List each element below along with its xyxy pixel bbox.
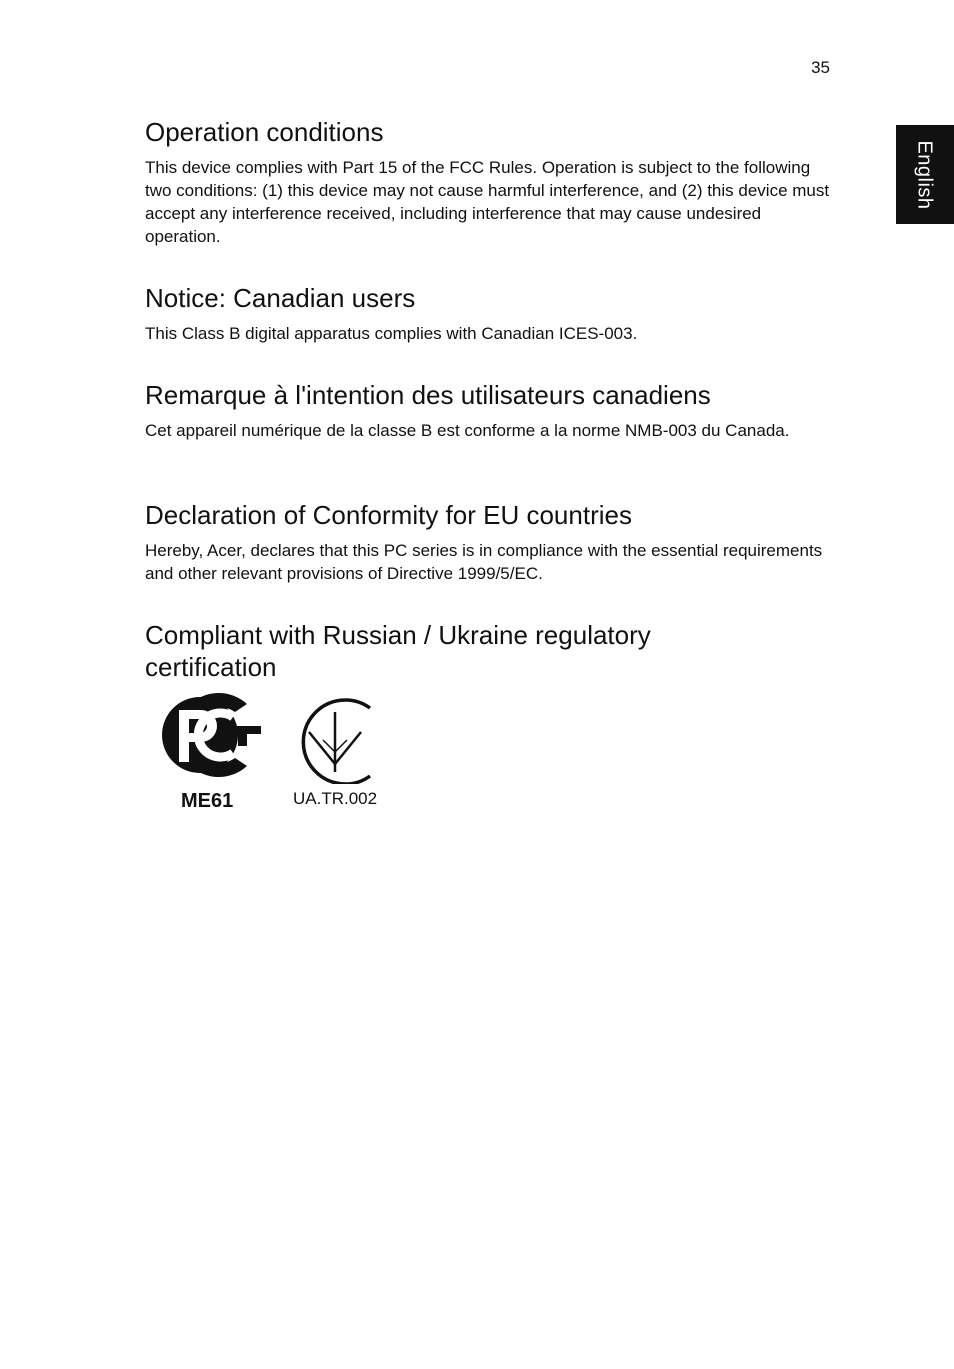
ukraine-trident-certification-icon bbox=[293, 694, 379, 784]
language-tab bbox=[896, 125, 954, 224]
section-heading: Compliant with Russian / Ukraine regulatory certification bbox=[145, 620, 651, 682]
section-paragraph: This Class B digital apparatus complies with Canadian ICES-003. bbox=[145, 324, 638, 343]
language-tab-label: English bbox=[913, 140, 936, 210]
section-remarque-canadiens bbox=[145, 379, 835, 442]
section-operation-conditions bbox=[145, 116, 835, 248]
certification-marks bbox=[155, 690, 415, 820]
section-heading: Declaration of Conformity for EU countries bbox=[145, 500, 632, 530]
section-eu-conformity bbox=[145, 499, 835, 585]
pct-certification-icon bbox=[155, 690, 267, 780]
section-heading: Operation conditions bbox=[145, 117, 384, 147]
section-heading: Remarque à l'intention des utilisateurs canadiens bbox=[145, 380, 711, 410]
section-canadian-users bbox=[145, 282, 835, 345]
section-russia-ukraine bbox=[145, 619, 835, 683]
page-number: 35 bbox=[811, 58, 830, 77]
pct-certification-code: ME61 bbox=[181, 790, 234, 812]
section-paragraph: This device complies with Part 15 of the FCC Rules. Operation is subject to the following two conditions: (1) this device may not cause harmful interference, and (2) this device must accept any interference received, including interference that may cause undesired operation. bbox=[145, 158, 830, 246]
section-paragraph: Cet appareil numérique de la classe B est conforme a la norme NMB-003 du Canada. bbox=[145, 421, 790, 440]
section-heading: Notice: Canadian users bbox=[145, 283, 416, 313]
section-paragraph: Hereby, Acer, declares that this PC series is in compliance with the essential requirements and other relevant provisions of Directive 1999/5/EC. bbox=[145, 541, 823, 583]
ukraine-certification-code: UA.TR.002 bbox=[293, 789, 378, 808]
